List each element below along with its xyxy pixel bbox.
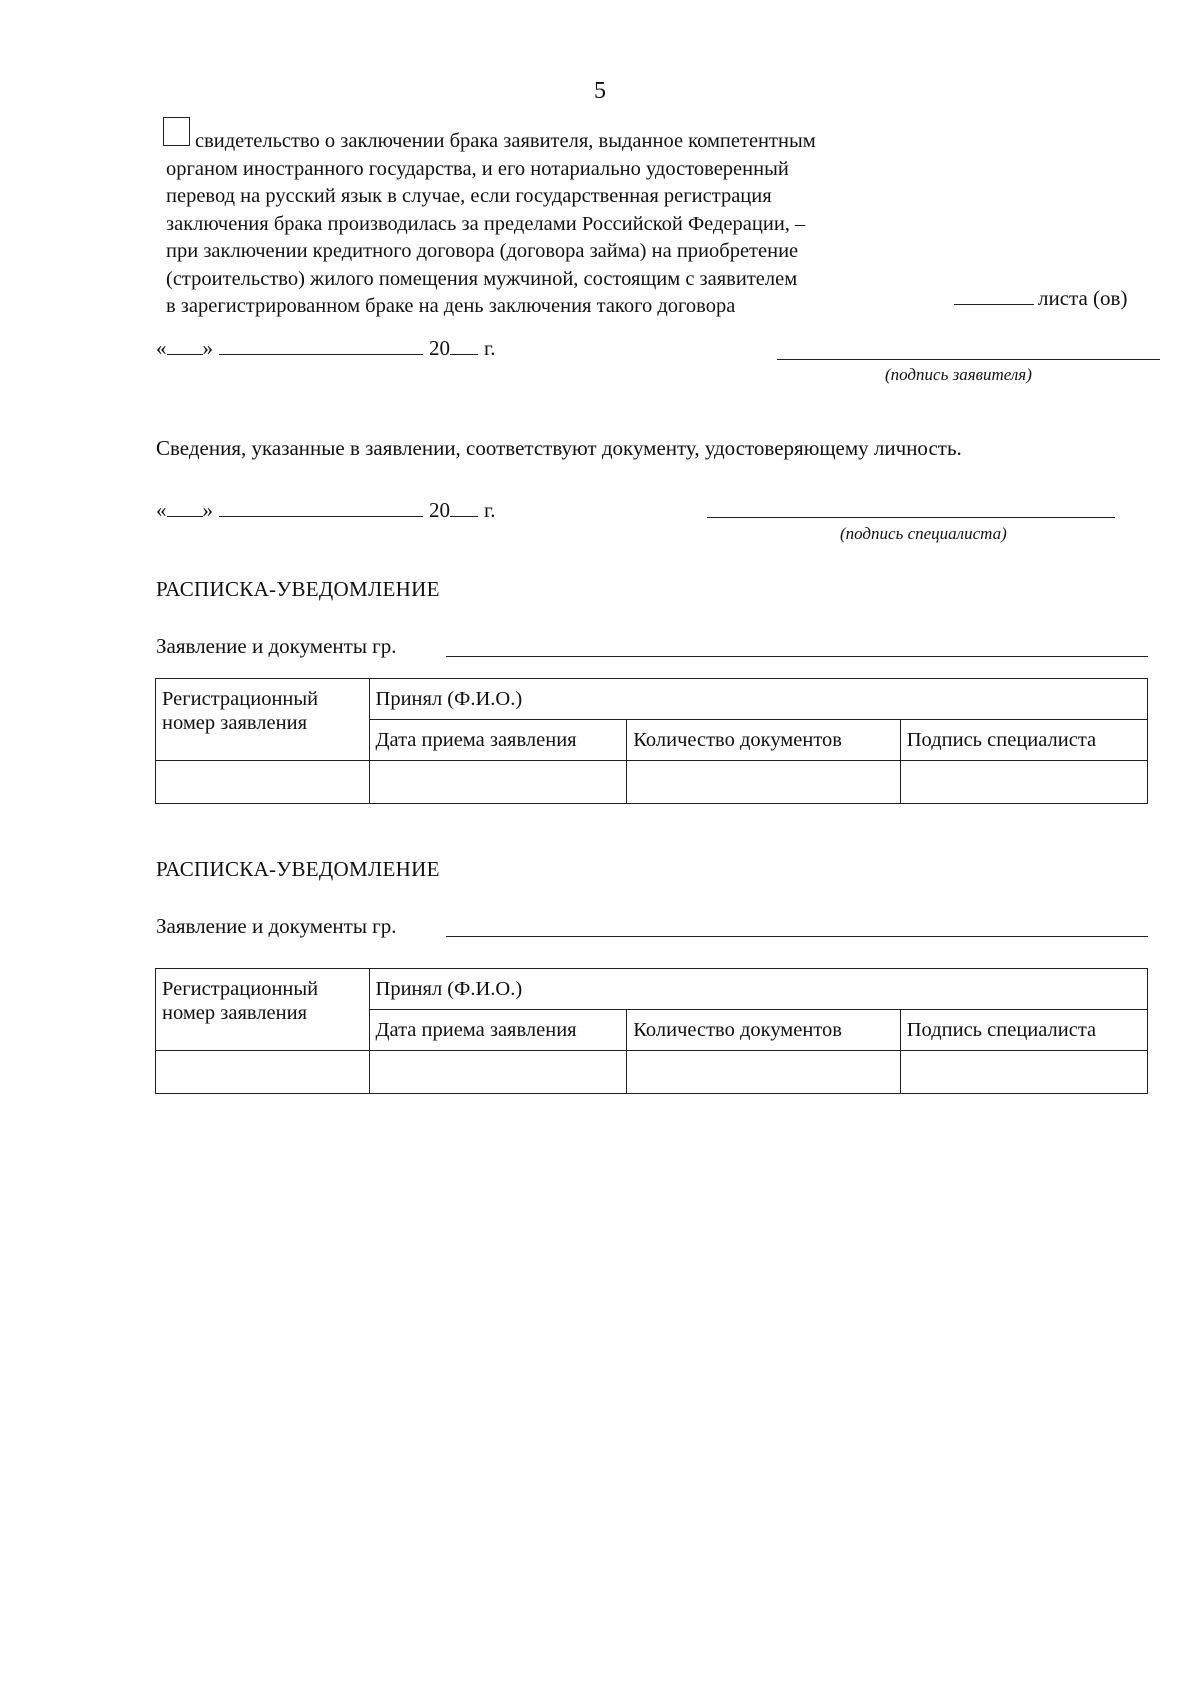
year-blank[interactable]: [450, 354, 478, 355]
accepted-by-header: Принял (Ф.И.О.): [369, 969, 1147, 1010]
specialist-date-line: [156, 498, 496, 523]
year-suffix: г.: [484, 336, 496, 360]
doc-count-header: Количество документов: [627, 1010, 901, 1051]
applicant-signature-line[interactable]: [777, 359, 1160, 360]
item-line-5: при заключении кредитного договора (договора займа) на приобретение: [166, 240, 799, 262]
date-received-cell[interactable]: [369, 1051, 627, 1094]
century-text: 20: [429, 498, 450, 522]
day-blank[interactable]: [167, 354, 203, 355]
open-quote: «: [156, 498, 167, 522]
close-quote: »: [202, 498, 213, 522]
doc-count-header: Количество документов: [627, 720, 901, 761]
doc-count-cell[interactable]: [627, 1051, 901, 1094]
item-line-1: свидетельство о заключении брака заявителя, выданное компетентным: [195, 130, 816, 152]
sheets-label: листа (ов): [1038, 286, 1128, 310]
receipt-table-2: [155, 968, 1148, 1094]
date-received-cell[interactable]: [369, 761, 627, 804]
receipt-from-blank-1[interactable]: [446, 656, 1148, 657]
receipt-from-label-2: Заявление и документы гр.: [156, 914, 397, 938]
item-line-7: в зарегистрированном браке на день заключения такого договора: [166, 295, 736, 317]
accepted-by-header: Принял (Ф.И.О.): [369, 679, 1147, 720]
doc-count-cell[interactable]: [627, 761, 901, 804]
specialist-signature-cell[interactable]: [900, 1051, 1147, 1094]
sheets-count-blank[interactable]: [954, 304, 1034, 305]
verification-statement: Сведения, указанные в заявлении, соответствуют документу, удостоверяющему личность.: [156, 436, 962, 460]
item-line-6: (строительство) жилого помещения мужчиной, состоящим с заявителем: [166, 267, 798, 290]
month-blank[interactable]: [219, 516, 423, 517]
specialist-signature-header: Подпись специалиста: [900, 720, 1147, 761]
specialist-signature-caption: (подпись специалиста): [840, 524, 1007, 543]
specialist-signature-cell[interactable]: [900, 761, 1147, 804]
applicant-date-line: [156, 336, 496, 361]
date-received-header: Дата приема заявления: [369, 1010, 627, 1051]
month-blank[interactable]: [219, 354, 423, 355]
reg-number-header: Регистрационный номер заявления: [156, 679, 370, 761]
item-line-4: заключения брака производилась за пределами Российской Федерации, –: [166, 212, 806, 235]
specialist-signature-header: Подпись специалиста: [900, 1010, 1147, 1051]
reg-number-cell[interactable]: [156, 761, 370, 804]
close-quote: »: [202, 336, 213, 360]
receipt-title-1: РАСПИСКА-УВЕДОМЛЕНИЕ: [156, 577, 440, 601]
date-received-header: Дата приема заявления: [369, 720, 627, 761]
day-blank[interactable]: [167, 516, 203, 517]
open-quote: «: [156, 336, 167, 360]
specialist-signature-line[interactable]: [707, 517, 1115, 518]
receipt-from-blank-2[interactable]: [446, 936, 1148, 937]
receipt-table-1: [155, 678, 1148, 804]
reg-number-header: Регистрационный номер заявления: [156, 969, 370, 1051]
checkbox-item-text: [166, 128, 934, 321]
year-suffix: г.: [484, 498, 496, 522]
page-number: 5: [594, 78, 606, 104]
sheets-count: [954, 286, 1127, 311]
reg-number-cell[interactable]: [156, 1051, 370, 1094]
receipt-title-2: РАСПИСКА-УВЕДОМЛЕНИЕ: [156, 857, 440, 881]
century-text: 20: [429, 336, 450, 360]
year-blank[interactable]: [450, 516, 478, 517]
item-line-2: органом иностранного государства, и его нотариально удостоверенный: [166, 157, 789, 180]
item-line-3: перевод на русский язык в случае, если государственная регистрация: [166, 185, 772, 207]
receipt-from-label-1: Заявление и документы гр.: [156, 634, 397, 658]
applicant-signature-caption: (подпись заявителя): [885, 365, 1032, 384]
